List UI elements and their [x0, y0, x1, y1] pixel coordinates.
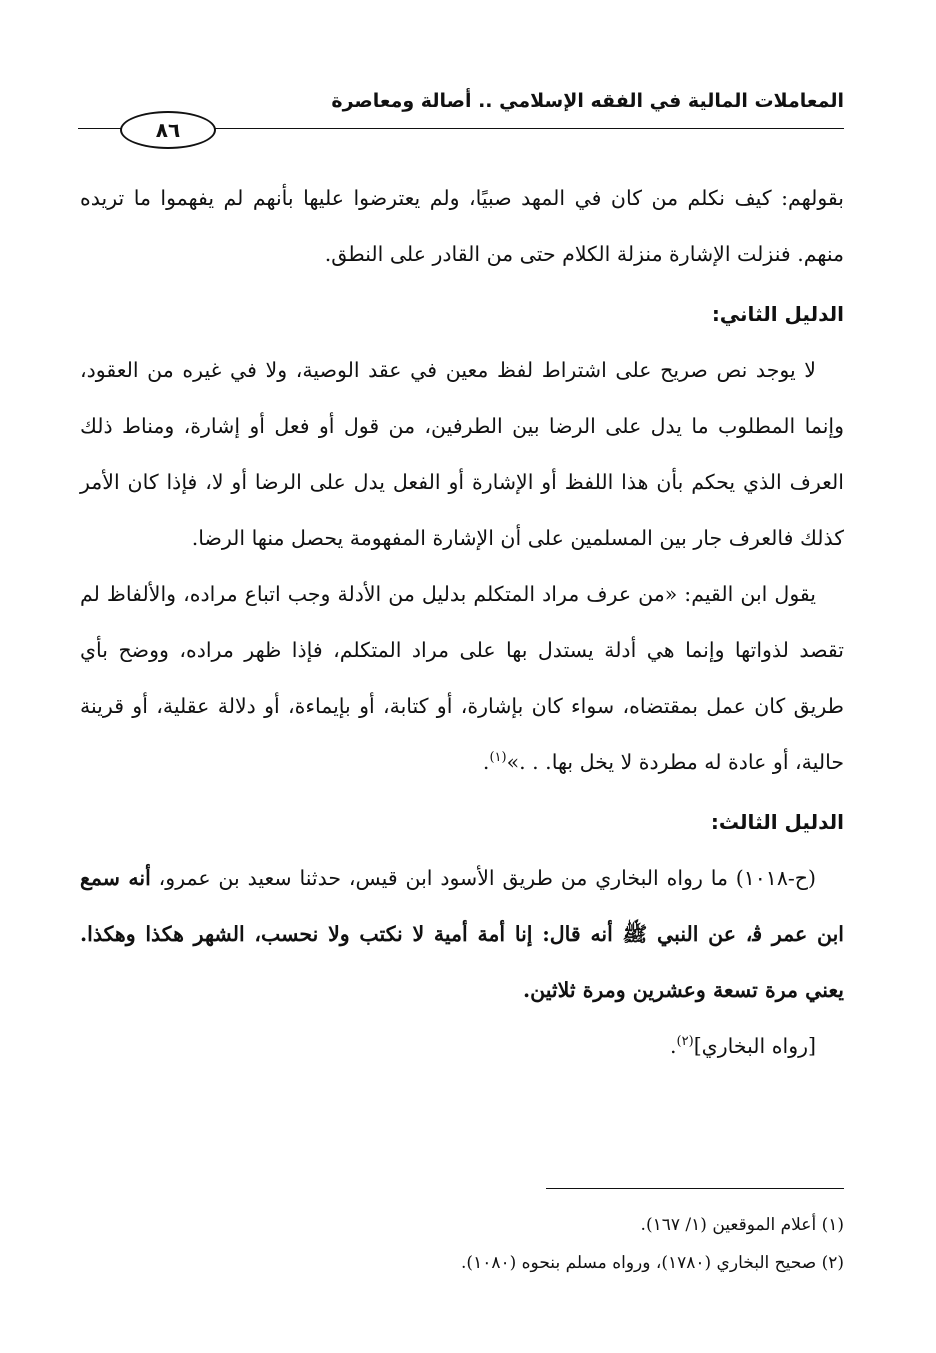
hadith-citation: [رواه البخاري]$^{(٢)}$. — [670, 1034, 816, 1058]
footnotes — [80, 1206, 844, 1282]
ibn-qayyim-quote: يقول ابن القيم: «من عرف مراد المتكلم بدليل من الأدلة وجب اتباع مراده، والألفاظ لم تقصد لذواتها وإنما هي أدلة يستدل بها على مراد المتكلم، فإذا ظهر مراده، ووضح بأي طريق كان عمل بمقتضاه، سواء كان بإشارة، أو كتابة، أو بإيماءة، أو دلالة عقلية، أو قرينة حالية، أو عادة له مطردة لا يخل بها. . .» — [80, 582, 844, 774]
footnote-rule — [546, 1188, 844, 1189]
heading-second-evidence: الدليل الثاني: — [711, 302, 844, 326]
page-number-badge: ٨٦ — [120, 111, 216, 149]
main-text — [80, 170, 844, 1074]
footnote-1: (١) أعلام الموقعين (١/ ١٦٧). — [640, 1215, 844, 1235]
footnote-ref-1: (١) — [489, 750, 507, 766]
footnote-2: (٢) صحيح البخاري (١٧٨٠)، ورواه مسلم بنحوه (١٠٨٠). — [461, 1253, 844, 1273]
paragraph-3: يقول ابن القيم: «من عرف مراد المتكلم بدليل من الأدلة وجب اتباع مراده، والألفاظ لم تقصد لذواتها وإنما هي أدلة يستدل بها على مراد المتكلم، فإذا ظهر مراده، ووضح بأي طريق كان عمل بمقتضاه، سواء كان بإشارة، أو كتابة، أو بإيماءة، أو دلالة عقلية، أو قرينة حالية، أو عادة له مطردة لا يخل بها. . .»$^{(١)}$. — [80, 582, 844, 774]
heading-third-evidence: الدليل الثالث: — [710, 810, 844, 834]
paragraph-2: لا يوجد نص صريح على اشتراط لفظ معين في عقد الوصية، ولا في غيره من العقود، وإنما المطلوب ما يدل على الرضا بين الطرفين، من قول أو فعل أو إشارة، ومناط ذلك العرف الذي يحكم بأن هذا اللفظ أو الإشارة أو الفعل يدل على الرضا أو لا، فإذا كان الأمر كذلك فالعرف جار بين المسلمين على أن الإشارة المفهومة يحصل منها الرضا. — [80, 358, 844, 550]
hadith-text: أنه سمع ابن عمر ﭬ، عن النبي ﷺ أنه قال: إنا أمة أمية لا نكتب ولا نحسب، الشهر هكذا وهكذا. يعني مرة تسعة وعشرين ومرة ثلاثين. — [80, 866, 844, 1002]
hadith-chain: (ح-١٠١٨) ما رواه البخاري من طريق الأسود ابن قيس، حدثنا سعيد بن عمرو، — [158, 866, 816, 890]
paragraph-4 — [80, 850, 844, 1018]
citation-text: [رواه البخاري] — [693, 1034, 816, 1058]
paragraph-1: بقولهم: كيف نكلم من كان في المهد صبيًا، ولم يعترضوا عليها بأنهم لم يفهموا ما تريده منهم. فنزلت الإشارة منزلة الكلام حتى من القادر على النطق. — [80, 186, 844, 266]
running-title: المعاملات المالية في الفقه الإسلامي .. أصالة ومعاصرة — [331, 90, 844, 112]
footnote-ref-2: (٢) — [676, 1034, 694, 1050]
